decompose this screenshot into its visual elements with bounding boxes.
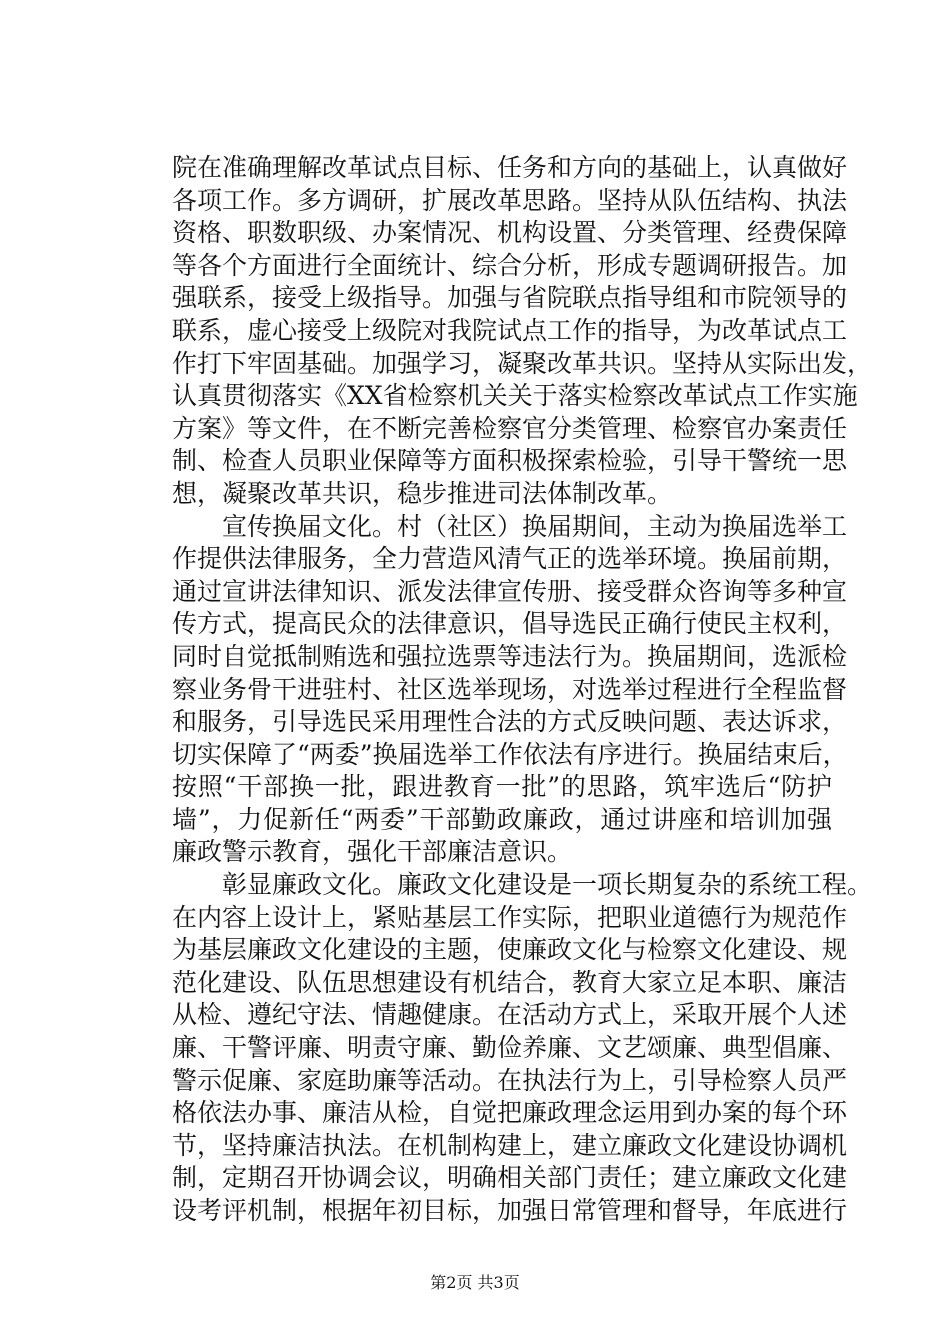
text-line: 等各个方面进行全面统计、综合分析，形成专题调研报告。加 [172, 250, 848, 280]
text-line: 院在准确理解改革试点目标、任务和方向的基础上，认真做好 [172, 153, 848, 182]
text-line: 各项工作。多方调研，扩展改革思路。坚持从队伍结构、执法 [172, 185, 848, 215]
text-line: 察业务骨干进驻村、社区选举现场，对选举过程进行全程监督 [172, 674, 848, 704]
body-text [172, 152, 873, 1228]
text-line: 传方式，提高民众的法律意识，倡导选民正确行使民主权利， [172, 609, 848, 639]
text-line: 墙”，力促新任“两委”干部勤政廉政，通过讲座和培训加强 [172, 804, 832, 834]
text-line: 通过宣讲法律知识、派发法律宣传册、接受群众咨询等多种宣 [172, 576, 848, 606]
text-line: 强联系，接受上级指导。加强与省院联点指导组和市院领导的 [172, 283, 848, 313]
text-line: 设考评机制，根据年初目标，加强日常管理和督导，年底进行 [172, 1196, 848, 1225]
page-footer: 第2页 共3页 [430, 1273, 520, 1292]
text-line: 在内容上设计上，紧贴基层工作实际，把职业道德行为规范作 [172, 902, 848, 932]
text-line: 按照“干部换一批，跟进教育一批”的思路，筑牢选后“防护 [172, 772, 832, 802]
text-line: 廉、干警评廉、明责守廉、勤俭养廉、文艺颂廉、典型倡廉、 [172, 1033, 848, 1063]
text-line: 切实保障了“两委”换届选举工作依法有序进行。换届结束后， [172, 739, 848, 769]
text-line: 彰显廉政文化。廉政文化建设是一项长期复杂的系统工程。 [172, 870, 873, 900]
text-line: 联系，虚心接受上级院对我院试点工作的指导，为改革试点工 [172, 315, 848, 345]
text-line: 格依法办事、廉洁从检，自觉把廉政理念运用到办案的每个环 [172, 1098, 848, 1128]
text-line: 制，定期召开协调会议，明确相关部门责任；建立廉政文化建 [172, 1163, 848, 1193]
text-line: 资格、职数职级、办案情况、机构设置、分类管理、经费保障 [172, 218, 848, 248]
text-line: 范化建设、队伍思想建设有机结合，教育大家立足本职、廉洁 [172, 967, 848, 997]
text-line: 宣传换届文化。村（社区）换届期间，主动为换届选举工 [172, 511, 848, 541]
text-line: 廉政警示教育，强化干部廉洁意识。 [172, 837, 573, 867]
text-line: 认真贯彻落实《XX省检察机关关于落实检察改革试点工作实施 [172, 381, 858, 411]
text-line: 作打下牢固基础。加强学习，凝聚改革共识。坚持从实际出发， [172, 348, 873, 378]
text-line: 同时自觉抵制贿选和强拉选票等违法行为。换届期间，选派检 [172, 641, 848, 671]
text-line: 方案》等文件，在不断完善检察官分类管理、检察官办案责任 [172, 413, 848, 443]
text-line: 为基层廉政文化建设的主题，使廉政文化与检察文化建设、规 [172, 935, 848, 965]
text-line: 制、检查人员职业保障等方面积极探索检验，引导干警统一思 [172, 446, 848, 476]
text-line: 警示促廉、家庭助廉等活动。在执法行为上，引导检察人员严 [172, 1065, 848, 1095]
text-line: 节，坚持廉洁执法。在机制构建上，建立廉政文化建设协调机 [172, 1130, 848, 1160]
text-line: 作提供法律服务，全力营造风清气正的选举环境。换届前期， [172, 544, 848, 574]
text-line: 从检、遵纪守法、情趣健康。在活动方式上，采取开展个人述 [172, 1000, 848, 1030]
text-line: 和服务，引导选民采用理性合法的方式反映问题、表达诉求， [172, 707, 848, 737]
text-line: 想，凝聚改革共识，稳步推进司法体制改革。 [172, 478, 673, 508]
